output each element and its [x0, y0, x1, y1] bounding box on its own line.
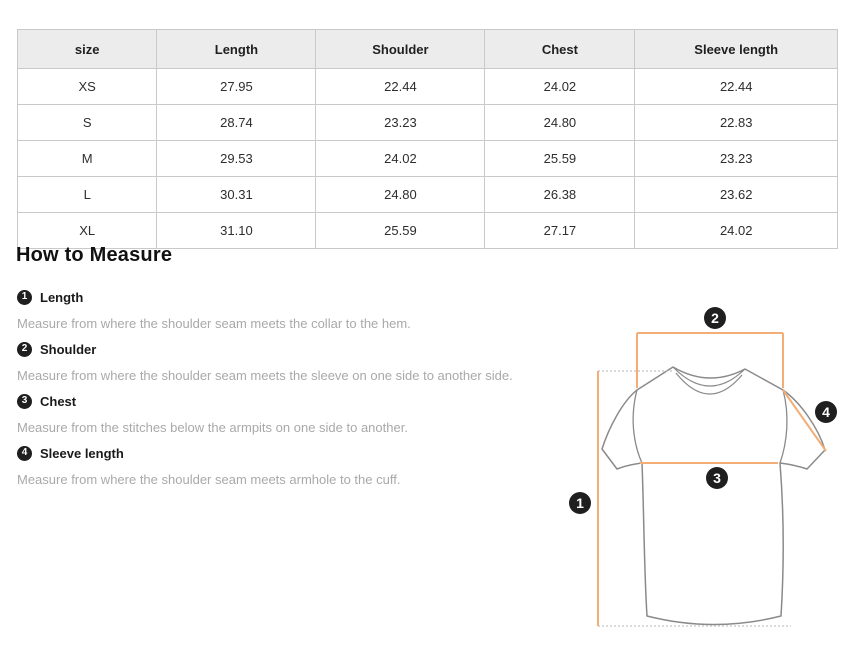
table-cell: L [18, 177, 157, 213]
measure-item-shoulder [17, 341, 96, 357]
table-cell: 27.95 [157, 69, 316, 105]
measure-item-description: Measure from where the shoulder seam meets the collar to the hem. [17, 316, 411, 331]
table-cell: 27.17 [485, 213, 635, 249]
table-cell: M [18, 141, 157, 177]
marker-number-3: 3 [713, 470, 721, 486]
table-cell: 24.80 [485, 105, 635, 141]
measure-item-label: Shoulder [40, 341, 97, 357]
measure-number-badge-2: 2 [17, 342, 32, 357]
measure-item-sleeve-length [17, 445, 124, 461]
measure-number-badge-3: 3 [17, 394, 32, 409]
table-row-s [18, 105, 838, 141]
measure-item-label: Length [40, 289, 84, 305]
column-header-shoulder: Shoulder [316, 30, 485, 69]
tshirt-outline [602, 367, 825, 625]
marker-shoulder [704, 307, 726, 329]
table-cell: 31.10 [157, 213, 316, 249]
table-cell: 25.59 [316, 213, 485, 249]
table-row-xs [18, 69, 838, 105]
column-header-length: Length [157, 30, 316, 69]
how-to-measure-title: How to Measure [16, 244, 173, 266]
table-cell: 24.02 [485, 69, 635, 105]
measure-item-description: Measure from where the shoulder seam meets armhole to the cuff. [17, 472, 401, 487]
size-chart-table [17, 29, 838, 249]
measure-item-chest [17, 393, 76, 409]
measure-item-description: Measure from where the shoulder seam meets the sleeve on one side to another side. [17, 368, 513, 383]
table-cell: 23.23 [316, 105, 485, 141]
tshirt-measurement-diagram [560, 300, 854, 660]
column-header-sleeve-length: Sleeve length [635, 30, 838, 69]
marker-number-1: 1 [576, 495, 584, 511]
table-cell: 23.23 [635, 141, 838, 177]
table-cell: 22.44 [635, 69, 838, 105]
table-header-row [18, 30, 838, 69]
marker-sleeve-length [815, 401, 837, 423]
table-cell: 24.02 [635, 213, 838, 249]
table-row-m [18, 141, 838, 177]
column-header-chest: Chest [485, 30, 635, 69]
table-cell: 24.02 [316, 141, 485, 177]
measure-number-badge-4: 4 [17, 446, 32, 461]
marker-length [569, 492, 591, 514]
table-cell: S [18, 105, 157, 141]
measure-number-badge-1: 1 [17, 290, 32, 305]
table-cell: 30.31 [157, 177, 316, 213]
table-cell: 26.38 [485, 177, 635, 213]
marker-number-4: 4 [822, 404, 830, 420]
table-cell: XS [18, 69, 157, 105]
table-cell: 25.59 [485, 141, 635, 177]
measure-item-label: Sleeve length [40, 445, 124, 461]
table-cell: 29.53 [157, 141, 316, 177]
table-cell: 28.74 [157, 105, 316, 141]
table-row-l [18, 177, 838, 213]
column-header-size: size [18, 30, 157, 69]
marker-number-2: 2 [711, 310, 719, 326]
table-cell: 24.80 [316, 177, 485, 213]
table-cell: 22.44 [316, 69, 485, 105]
table-cell: XL [18, 213, 157, 249]
measure-item-length [17, 289, 83, 305]
measure-item-description: Measure from the stitches below the armpits on one side to another. [17, 420, 408, 435]
table-cell: 22.83 [635, 105, 838, 141]
measure-item-label: Chest [40, 393, 77, 409]
table-cell: 23.62 [635, 177, 838, 213]
marker-chest [706, 467, 728, 489]
